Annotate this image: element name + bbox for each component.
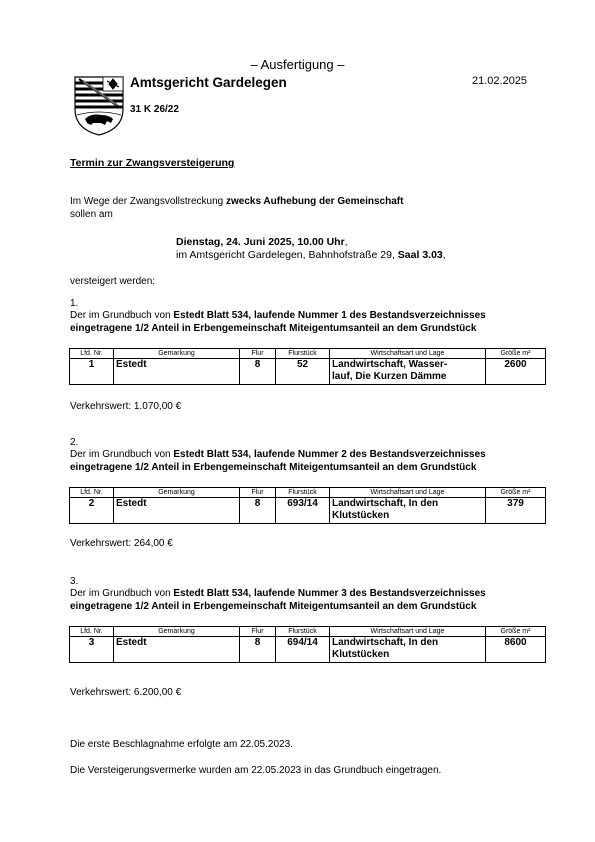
item-number: 3. [70, 576, 79, 587]
termin-location-suffix: , [442, 249, 446, 261]
intro-bold: zwecks Aufhebung der Gemeinschaft [226, 196, 404, 207]
versteigert-text: versteigert werden: [70, 276, 156, 287]
cell-lage [330, 498, 486, 524]
cell-lage-line-2: Klutstücken [332, 510, 390, 521]
property-table [69, 348, 546, 385]
cell-lage-line-2: Klutstücken [332, 649, 390, 660]
item-description [70, 310, 486, 321]
cell-lage [330, 359, 486, 385]
termin-room: Saal 3.03 [397, 249, 443, 261]
item-desc-prefix: Der im Grundbuch von [70, 310, 174, 321]
verkehrswert: Verkehrswert: 6.200,00 € [70, 687, 182, 698]
cell-gemarkung: Estedt [114, 359, 240, 385]
header-groesse: Größe m² [486, 627, 546, 637]
intro-line [70, 196, 403, 207]
header-flur: Flur [240, 349, 276, 359]
item-desc-bold: Estedt Blatt 534, laufende Nummer 3 des Bestandsverzeichnisses [173, 588, 486, 599]
cell-gemarkung: Estedt [114, 637, 240, 663]
document-date: 21.02.2025 [472, 75, 528, 87]
ausfertigung-label: – Ausfertigung – [250, 57, 345, 72]
header-groesse: Größe m² [486, 488, 546, 498]
table-row [70, 637, 546, 663]
header-lfd: Lfd. Nr. [70, 488, 114, 498]
case-number: 31 K 26/22 [130, 104, 179, 115]
cell-lage [330, 637, 486, 663]
item-description-line-2: eingetragene 1/2 Anteil in Erbengemeinschaft Miteigentumsanteil an dem Grundstück [70, 601, 477, 612]
header-lage: Wirtschaftsart und Lage [330, 349, 486, 359]
header-gemarkung: Gemarkung [114, 627, 240, 637]
table-row [70, 498, 546, 524]
cell-groesse: 379 [486, 498, 546, 524]
beschlagnahme-text: Die erste Beschlagnahme erfolgte am 22.05.2023. [70, 739, 293, 750]
cell-lfd: 3 [70, 637, 114, 663]
intro-line-2: sollen am [70, 209, 113, 220]
header-gemarkung: Gemarkung [114, 349, 240, 359]
header-flurstueck: Flurstück [276, 349, 330, 359]
cell-lfd: 1 [70, 359, 114, 385]
intro-prefix: Im Wege der Zwangsvollstreckung [70, 196, 226, 207]
header-flur: Flur [240, 488, 276, 498]
cell-gemarkung: Estedt [114, 498, 240, 524]
cell-flurstueck: 694/14 [276, 637, 330, 663]
cell-groesse: 8600 [486, 637, 546, 663]
table-header-row [70, 349, 546, 359]
cell-lage-line-2: lauf, Die Kurzen Dämme [332, 371, 447, 382]
item-description-line-2: eingetragene 1/2 Anteil in Erbengemeinschaft Miteigentumsanteil an dem Grundstück [70, 323, 477, 334]
header-lfd: Lfd. Nr. [70, 627, 114, 637]
verkehrswert: Verkehrswert: 264,00 € [70, 538, 173, 549]
header-gemarkung: Gemarkung [114, 488, 240, 498]
table-header-row [70, 627, 546, 637]
document-heading: Termin zur Zwangsversteigerung [70, 157, 235, 169]
coat-of-arms-icon [73, 75, 125, 137]
termin-comma: , [344, 236, 348, 248]
table-row [70, 359, 546, 385]
item-desc-bold: Estedt Blatt 534, laufende Nummer 2 des Bestandsverzeichnisses [173, 449, 486, 460]
item-desc-prefix: Der im Grundbuch von [70, 588, 174, 599]
header-flurstueck: Flurstück [276, 488, 330, 498]
verkehrswert: Verkehrswert: 1.070,00 € [70, 401, 182, 412]
item-description [70, 588, 486, 599]
table-header-row [70, 488, 546, 498]
item-description [70, 449, 486, 460]
termin-date-time: Dienstag, 24. Juni 2025, 10.00 Uhr [176, 236, 345, 248]
header-flurstueck: Flurstück [276, 627, 330, 637]
cell-flurstueck: 693/14 [276, 498, 330, 524]
header-lfd: Lfd. Nr. [70, 349, 114, 359]
cell-lfd: 2 [70, 498, 114, 524]
cell-flur: 8 [240, 498, 276, 524]
header-flur: Flur [240, 627, 276, 637]
court-name: Amtsgericht Gardelegen [130, 75, 287, 90]
item-description-line-2: eingetragene 1/2 Anteil in Erbengemeinschaft Miteigentumsanteil an dem Grundstück [70, 462, 477, 473]
property-table [69, 487, 546, 524]
cell-lage-line-1: Landwirtschaft, Wasser- [332, 359, 448, 370]
vermerk-text: Die Versteigerungsvermerke wurden am 22.05.2023 in das Grundbuch eingetragen. [70, 765, 442, 776]
item-desc-prefix: Der im Grundbuch von [70, 449, 174, 460]
item-desc-bold: Estedt Blatt 534, laufende Nummer 1 des Bestandsverzeichnisses [173, 310, 486, 321]
termin-date [176, 236, 348, 248]
cell-groesse: 2600 [486, 359, 546, 385]
termin-location [176, 249, 446, 261]
cell-flur: 8 [240, 359, 276, 385]
cell-flurstueck: 52 [276, 359, 330, 385]
header-groesse: Größe m² [486, 349, 546, 359]
cell-lage-line-1: Landwirtschaft, In den [332, 498, 439, 509]
cell-flur: 8 [240, 637, 276, 663]
header-lage: Wirtschaftsart und Lage [330, 627, 486, 637]
termin-location-prefix: im Amtsgericht Gardelegen, Bahnhofstraße 29, [176, 249, 398, 261]
item-number: 2. [70, 437, 79, 448]
header-lage: Wirtschaftsart und Lage [330, 488, 486, 498]
item-number: 1. [70, 298, 79, 309]
property-table [69, 626, 546, 663]
cell-lage-line-1: Landwirtschaft, In den [332, 637, 439, 648]
